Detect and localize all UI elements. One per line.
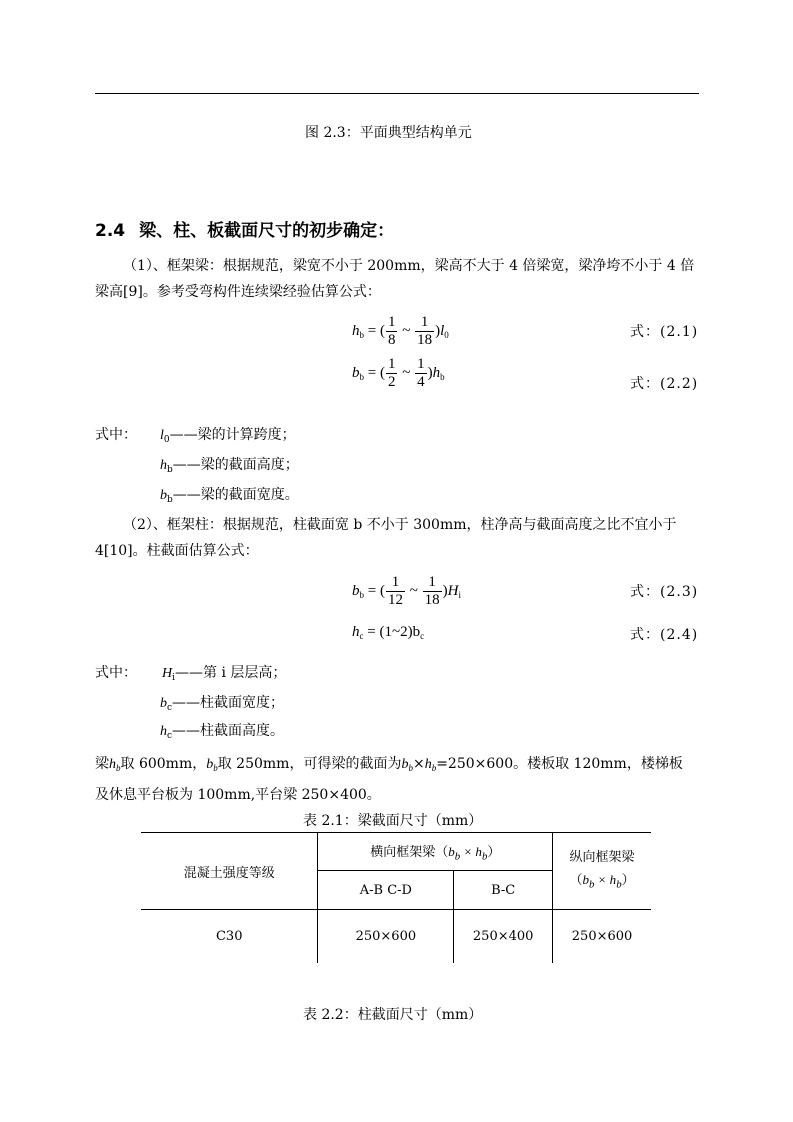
eq3-frac2-num: 1 — [423, 574, 442, 592]
table1-caption: 表 2.1：梁截面尺寸（mm） — [303, 813, 483, 829]
table1-subheader-bc: B-C — [454, 871, 553, 910]
section-number: 2.4 — [95, 221, 126, 241]
header-rule — [95, 93, 699, 94]
eq1-rhs-sub: 0 — [444, 329, 449, 340]
table1-cell-grade: C30 — [215, 928, 243, 944]
para3-bb-sym: $b_b$ — [206, 757, 218, 773]
where1-item-bb — [160, 484, 299, 505]
table1-group2-open: （ — [569, 872, 583, 888]
eq4-body: = (1~2)b — [363, 624, 421, 640]
equation-tag-2-2: 式：(2.2) — [630, 376, 699, 392]
eq1-frac1-den: 8 — [387, 332, 396, 348]
eq1-frac2-den: 18 — [417, 332, 433, 348]
eq3-frac2-den: 18 — [424, 592, 440, 608]
eq3-frac2 — [423, 574, 442, 609]
equation-tag-2-3: 式：(2.3) — [630, 584, 699, 600]
eq4-body-sub: c — [420, 631, 425, 641]
where2-item-hi-sub: i — [172, 673, 176, 683]
eq1-close: ) — [435, 322, 441, 339]
eq4-lhs: h — [352, 624, 360, 640]
where2-item-hc-text: ——柱截面高度。 — [172, 723, 285, 739]
para3-hb2-sym: $h_b$ — [424, 757, 437, 773]
eq2-frac2-den: 4 — [417, 374, 425, 390]
table1-group2-sym: $b_b \times h_b$ — [582, 871, 622, 891]
where2-item-hc-sub: c — [167, 731, 173, 741]
table1-group2-line1: 纵向框架梁 — [569, 849, 635, 865]
eq1-frac2 — [415, 314, 434, 349]
para3-times: × — [412, 756, 425, 772]
where-label-2: 式中： — [95, 665, 137, 681]
eq1-lhs: h — [352, 322, 360, 339]
eq3-frac1-num: 1 — [386, 574, 405, 592]
where2-item-hc — [160, 720, 284, 741]
table1-header-longitudinal — [553, 833, 651, 910]
eq1-lhs-sub: b — [359, 329, 364, 340]
where1-item-l0-text: ——梁的计算跨度； — [169, 427, 296, 443]
table1-cell-bc: 250×400 — [454, 910, 553, 963]
para3-a: 梁 — [95, 756, 109, 772]
eq3-frac1 — [386, 574, 405, 609]
para3-b: 取 600mm， — [120, 756, 207, 772]
eq2-frac1 — [386, 356, 398, 391]
eq3-open: = ( — [364, 582, 385, 599]
eq3-frac1-den: 12 — [387, 592, 403, 608]
equation-2-1 — [352, 314, 449, 349]
eq2-open: = ( — [364, 364, 385, 381]
beam-section-table — [141, 832, 651, 963]
table-row — [141, 910, 651, 963]
table1-cell-ab-cd: 250×600 — [318, 910, 454, 963]
para3-d: =250×600。楼板取 120mm，楼梯板 — [436, 756, 683, 772]
eq1-rhs: l — [440, 322, 445, 339]
eq1-open: = ( — [364, 322, 385, 339]
eq2-frac1-num: 1 — [387, 356, 396, 372]
where2-item-bc-sub: c — [167, 703, 173, 713]
where2-item-hi — [162, 662, 286, 683]
where1-item-hb-text: ——梁的截面高度； — [172, 457, 299, 473]
where2-item-hi-sym: H — [162, 666, 173, 681]
para3-hb-sym: $h_b$ — [109, 757, 121, 773]
where1-item-l0-sub: 0 — [163, 435, 170, 445]
where1-item-hb-sym: h — [160, 458, 167, 473]
eq3-tilde: ~ — [405, 582, 422, 599]
where1-item-l0-sym: l — [160, 428, 164, 443]
where1-item-bb-sub: b — [167, 495, 173, 505]
paragraph-column: （2）、框架柱：根据规范，柱截面宽 b 不小于 300mm，柱净高与截面高度之比不宜小于 4[10]。柱截面估算公式： — [95, 517, 677, 559]
eq3-close: ) — [442, 582, 448, 599]
table1-group1-sym: $b_b \times h_b$ — [448, 843, 488, 863]
eq1-frac2-num: 1 — [415, 314, 434, 332]
where2-item-bc-sym: b — [160, 696, 167, 711]
eq4-lhs-sub: c — [359, 631, 364, 641]
eq1-frac1-num: 1 — [387, 314, 396, 330]
eq3-lhs-sub: b — [359, 589, 364, 600]
table1-group1-text: 横向框架梁（ — [370, 844, 449, 860]
para3-c: 取 250mm，可得梁的截面为 — [217, 756, 402, 772]
eq2-rhs: h — [432, 364, 441, 381]
where2-item-bc — [160, 692, 284, 713]
eq2-lhs: b — [352, 364, 360, 381]
table1-group1-end: ） — [487, 844, 501, 860]
table1-subheader-ab-cd: A-B C-D — [318, 871, 454, 910]
equation-tag-2-4: 式：(2.4) — [630, 627, 699, 643]
equation-2-2 — [352, 356, 445, 391]
table1-header-grade: 混凝土强度等级 — [141, 833, 318, 910]
eq3-rhs: H — [447, 582, 459, 599]
where1-item-bb-text: ——梁的截面宽度。 — [172, 487, 299, 503]
table2-caption: 表 2.2：柱截面尺寸（mm） — [303, 1007, 483, 1023]
eq2-frac1-den: 2 — [387, 374, 396, 390]
where2-item-hi-text: ——第 i 层层高； — [175, 665, 287, 681]
paragraph-beam: （1）、框架梁：根据规范，梁宽不小于 200mm，梁高不大于 4 倍梁宽，梁净垮不小于 4 倍梁高[9]。参考受弯构件连续梁经验估算公式： — [95, 258, 695, 300]
eq2-frac2-num: 1 — [417, 356, 425, 372]
table1-header-transverse — [318, 833, 553, 871]
equation-2-3 — [352, 574, 461, 609]
section-title: 梁、柱、板截面尺寸的初步确定： — [139, 221, 395, 241]
eq1-tilde: ~ — [398, 322, 415, 339]
eq2-lhs-sub: b — [359, 371, 364, 382]
where2-item-bc-text: ——柱截面宽度； — [172, 695, 285, 711]
figure-caption: 图 2.3：平面典型结构单元 — [305, 125, 472, 141]
where1-item-hb — [160, 454, 299, 475]
eq2-tilde: ~ — [398, 364, 415, 381]
table1-cell-long: 250×600 — [553, 910, 651, 963]
equation-2-4 — [352, 624, 424, 641]
where1-item-l0 — [160, 424, 296, 445]
table1-group2-close: ） — [621, 872, 635, 888]
where1-item-bb-sym: b — [160, 488, 167, 503]
eq2-close: ) — [427, 364, 433, 381]
paragraph-beam-result-line1 — [95, 753, 683, 773]
eq2-frac2 — [415, 356, 427, 391]
paragraph-beam-result-line2: 及休息平台板为 100mm,平台梁 250×400。 — [95, 787, 381, 803]
eq2-rhs-sub: b — [440, 371, 445, 382]
para3-bb2-sym: $b_b$ — [401, 757, 413, 773]
where1-item-hb-sub: b — [167, 465, 173, 475]
section-heading — [95, 216, 394, 241]
eq3-rhs-sub: i — [458, 589, 461, 600]
eq3-lhs: b — [352, 582, 360, 599]
where-label-1: 式中： — [95, 427, 137, 443]
equation-tag-2-1: 式：(2.1) — [630, 324, 699, 340]
eq1-frac1 — [386, 314, 398, 349]
where2-item-hc-sym: h — [160, 724, 167, 739]
